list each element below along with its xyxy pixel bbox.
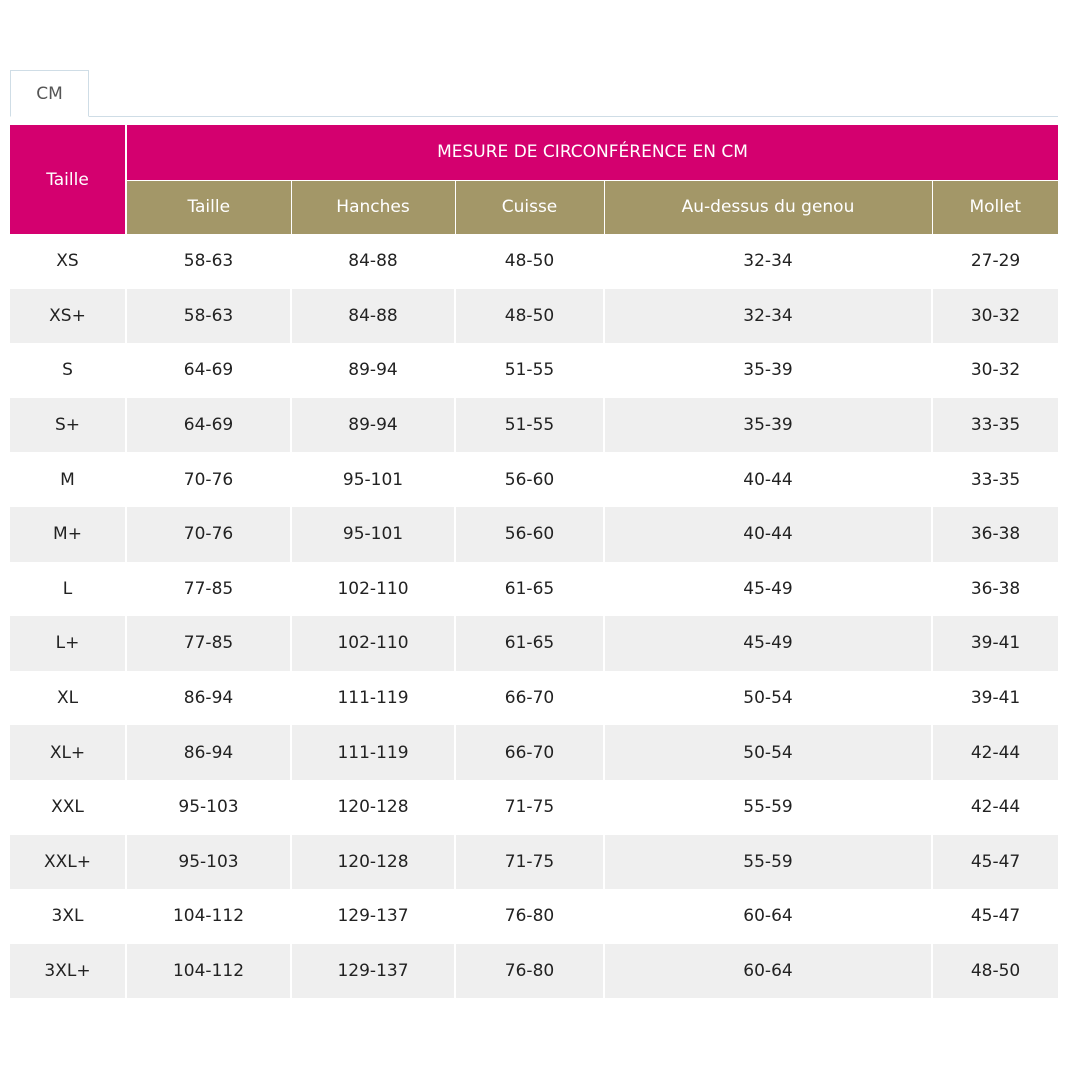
au-dessus-du-genou-cell: 32-34	[604, 289, 932, 344]
circumference-group-header: MESURE DE CIRCONFÉRENCE EN CM	[126, 125, 1058, 180]
au-dessus-du-genou-cell: 55-59	[604, 835, 932, 890]
cuisse-cell: 51-55	[455, 398, 604, 453]
mollet-cell: 45-47	[932, 835, 1058, 890]
cuisse-cell: 71-75	[455, 780, 604, 835]
hanches-cell: 120-128	[291, 835, 455, 890]
cuisse-cell: 66-70	[455, 725, 604, 780]
hanches-cell: 95-101	[291, 507, 455, 562]
au-dessus-du-genou-cell: 35-39	[604, 343, 932, 398]
au-dessus-du-genou-cell: 32-34	[604, 234, 932, 289]
size-cell: L	[10, 562, 126, 617]
header-row-sub	[10, 180, 1058, 234]
taille-cell: 64-69	[126, 343, 291, 398]
cuisse-cell: 66-70	[455, 671, 604, 726]
column-header-mollet: Mollet	[932, 180, 1058, 234]
size-cell: XS+	[10, 289, 126, 344]
taille-cell: 104-112	[126, 944, 291, 999]
unit-tabs	[10, 70, 1058, 117]
size-cell: 3XL+	[10, 944, 126, 999]
header-row-group	[10, 125, 1058, 180]
mollet-cell: 33-35	[932, 452, 1058, 507]
mollet-cell: 48-50	[932, 944, 1058, 999]
taille-cell: 104-112	[126, 889, 291, 944]
size-cell: XXL+	[10, 835, 126, 890]
size-cell: M+	[10, 507, 126, 562]
tab-cm[interactable]: CM	[10, 70, 89, 117]
mollet-cell: 36-38	[932, 562, 1058, 617]
cuisse-cell: 71-75	[455, 835, 604, 890]
hanches-cell: 111-119	[291, 671, 455, 726]
mollet-cell: 27-29	[932, 234, 1058, 289]
hanches-cell: 102-110	[291, 616, 455, 671]
au-dessus-du-genou-cell: 45-49	[604, 562, 932, 617]
table-row	[10, 398, 1058, 453]
hanches-cell: 129-137	[291, 944, 455, 999]
table-row	[10, 835, 1058, 890]
cuisse-cell: 76-80	[455, 889, 604, 944]
cuisse-cell: 48-50	[455, 234, 604, 289]
hanches-cell: 84-88	[291, 234, 455, 289]
taille-cell: 77-85	[126, 616, 291, 671]
table-row	[10, 562, 1058, 617]
taille-cell: 64-69	[126, 398, 291, 453]
size-column-header: Taille	[10, 125, 126, 234]
size-cell: M	[10, 452, 126, 507]
taille-cell: 70-76	[126, 452, 291, 507]
au-dessus-du-genou-cell: 60-64	[604, 889, 932, 944]
table-row	[10, 616, 1058, 671]
au-dessus-du-genou-cell: 50-54	[604, 671, 932, 726]
hanches-cell: 84-88	[291, 289, 455, 344]
mollet-cell: 42-44	[932, 780, 1058, 835]
taille-cell: 58-63	[126, 289, 291, 344]
cuisse-cell: 61-65	[455, 562, 604, 617]
size-cell: S	[10, 343, 126, 398]
hanches-cell: 129-137	[291, 889, 455, 944]
column-header-hanches: Hanches	[291, 180, 455, 234]
table-row	[10, 507, 1058, 562]
mollet-cell: 33-35	[932, 398, 1058, 453]
size-table	[10, 125, 1058, 998]
size-cell: XL	[10, 671, 126, 726]
au-dessus-du-genou-cell: 35-39	[604, 398, 932, 453]
table-row	[10, 780, 1058, 835]
taille-cell: 95-103	[126, 835, 291, 890]
mollet-cell: 30-32	[932, 289, 1058, 344]
cuisse-cell: 56-60	[455, 507, 604, 562]
au-dessus-du-genou-cell: 50-54	[604, 725, 932, 780]
size-cell: XXL	[10, 780, 126, 835]
table-row	[10, 671, 1058, 726]
cuisse-cell: 51-55	[455, 343, 604, 398]
hanches-cell: 95-101	[291, 452, 455, 507]
table-row	[10, 452, 1058, 507]
column-header-taille: Taille	[126, 180, 291, 234]
hanches-cell: 111-119	[291, 725, 455, 780]
hanches-cell: 89-94	[291, 343, 455, 398]
column-header-au-dessus-du-genou: Au-dessus du genou	[604, 180, 932, 234]
table-row	[10, 725, 1058, 780]
mollet-cell: 42-44	[932, 725, 1058, 780]
taille-cell: 86-94	[126, 671, 291, 726]
mollet-cell: 36-38	[932, 507, 1058, 562]
cuisse-cell: 61-65	[455, 616, 604, 671]
table-row	[10, 889, 1058, 944]
taille-cell: 77-85	[126, 562, 291, 617]
au-dessus-du-genou-cell: 45-49	[604, 616, 932, 671]
taille-cell: 95-103	[126, 780, 291, 835]
taille-cell: 86-94	[126, 725, 291, 780]
hanches-cell: 89-94	[291, 398, 455, 453]
taille-cell: 70-76	[126, 507, 291, 562]
mollet-cell: 39-41	[932, 616, 1058, 671]
size-cell: XL+	[10, 725, 126, 780]
taille-cell: 58-63	[126, 234, 291, 289]
au-dessus-du-genou-cell: 60-64	[604, 944, 932, 999]
hanches-cell: 120-128	[291, 780, 455, 835]
table-row	[10, 343, 1058, 398]
mollet-cell: 45-47	[932, 889, 1058, 944]
au-dessus-du-genou-cell: 55-59	[604, 780, 932, 835]
size-cell: S+	[10, 398, 126, 453]
size-cell: 3XL	[10, 889, 126, 944]
cuisse-cell: 56-60	[455, 452, 604, 507]
size-table-body	[10, 234, 1058, 998]
table-row	[10, 234, 1058, 289]
table-row	[10, 289, 1058, 344]
cuisse-cell: 48-50	[455, 289, 604, 344]
table-row	[10, 944, 1058, 999]
hanches-cell: 102-110	[291, 562, 455, 617]
au-dessus-du-genou-cell: 40-44	[604, 507, 932, 562]
size-cell: L+	[10, 616, 126, 671]
mollet-cell: 39-41	[932, 671, 1058, 726]
size-cell: XS	[10, 234, 126, 289]
mollet-cell: 30-32	[932, 343, 1058, 398]
au-dessus-du-genou-cell: 40-44	[604, 452, 932, 507]
column-header-cuisse: Cuisse	[455, 180, 604, 234]
cuisse-cell: 76-80	[455, 944, 604, 999]
